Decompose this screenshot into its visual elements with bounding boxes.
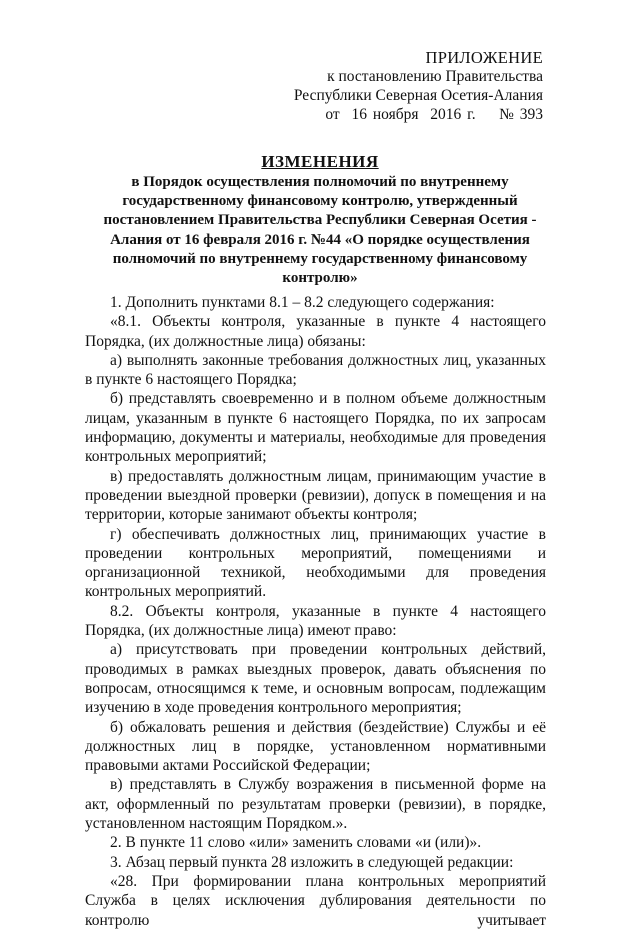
paragraph-8-1-v: в) предоставлять должностным лицам, принимающим участие в проведении выездной проверки (ревизии), допуск в помещения и на территории, которые занимают объекты контроля; [85, 467, 546, 524]
document-body [85, 293, 546, 930]
paragraph-clause-8-1: «8.1. Объекты контроля, указанные в пункте 4 настоящего Порядка, (их должностные лица) обязаны: [85, 313, 546, 350]
paragraph-item-2: 2. В пункте 11 слово «или» заменить словами «и (или)». [110, 834, 482, 852]
paragraph-8-2-b: б) обжаловать решения и действия (бездействие) Службы и её должностных лиц в порядке, установленном нормативными правовыми актами Российской Федерации; [85, 718, 546, 775]
paragraph-clause-8-2: 8.2. Объекты контроля, указанные в пункте 4 настоящего Порядка, (их должностные лица) имеют право: [85, 602, 546, 640]
paragraph-8-1-a: а) выполнять законные требования должностных лиц, указанных в пункте 6 настоящего Порядка; [85, 351, 546, 389]
heading-subtitle: в Порядок осуществления полномочий по внутреннему государственному финансовому контролю, утвержденный постановлением Правительства Республики Северная Осетия - Алания от 16 февраля 2016 г. №44 «О порядке осуществления полномочий по внутреннему государственному финансовому контролю» [103, 174, 537, 287]
heading-title: ИЗМЕНЕНИЯ [261, 152, 379, 171]
paragraph-8-2-a: а) присутствовать при проведении контрольных действий, проводимых в рамках выездных проверок, давать объяснения по вопросам, относящимся к теме, и основным вопросам, подлежащим изучению в ходе проведения контрольного мероприятия; [85, 641, 546, 717]
appendix-line-1: к постановлению Правительства [327, 68, 543, 85]
paragraph-item-1: 1. Дополнить пунктами 8.1 – 8.2 следующего содержания: [110, 294, 495, 311]
appendix-date-line: от 16 ноября 2016 г. № 393 [325, 106, 543, 123]
paragraph-8-2-v: в) представлять в Службу возражения в письменной форме на акт, оформленный по результатам проверки (ревизии), в порядке, установленном настоящим Порядком.». [85, 776, 546, 833]
appendix-block [294, 48, 543, 124]
paragraph-8-1-g: г) обеспечивать должностных лиц, принимающих участие в проведении контрольных мероприятий, помещениями и организационной техникой, необходимыми для проведения контрольных мероприятий. [85, 525, 546, 601]
appendix-title: ПРИЛОЖЕНИЕ [425, 48, 543, 67]
document-heading [90, 152, 550, 288]
paragraph-clause-28: «28. При формировании плана контрольных мероприятий Служба в целях исключения дублирования деятельности по контролю учитывает [85, 872, 546, 929]
paragraph-8-1-b: б) представлять своевременно и в полном объеме должностным лицам, указанным в пункте 6 настоящего Порядка, по их запросам информацию, документы и материалы, необходимые для проведения контрольных мероприятий; [85, 390, 546, 466]
paragraph-item-3: 3. Абзац первый пункта 28 изложить в следующей редакции: [110, 853, 514, 871]
appendix-line-2: Республики Северная Осетия-Алания [293, 87, 543, 104]
